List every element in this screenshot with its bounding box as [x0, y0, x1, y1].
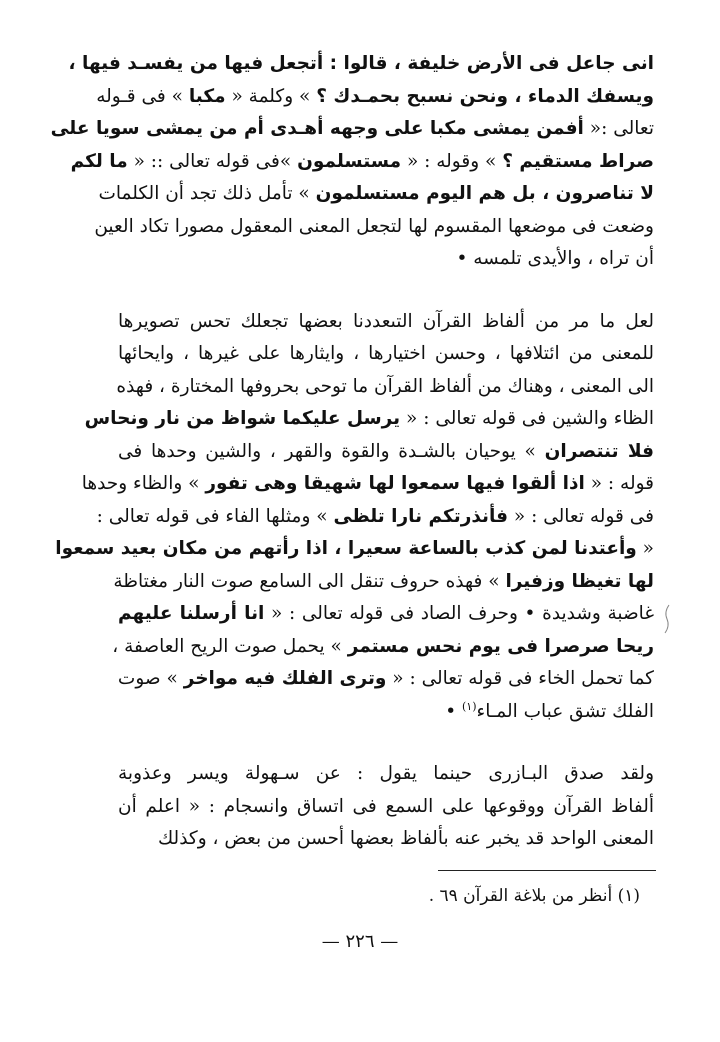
quranic-quote: ويسفك الدماء ، ونحن نسبح بحمـدك ؟	[316, 85, 654, 107]
text-segment: فى قوله تعالى : «	[508, 505, 654, 527]
quranic-quote: وترى الفلك فيه مواخر	[183, 668, 387, 689]
text-segment: »فى قوله تعالى :: «	[127, 150, 298, 172]
text-segment: » فهذه حروف تنقل الى السامع صوت النار مغتاظة	[113, 570, 506, 592]
text-segment: » صوت	[117, 668, 184, 689]
text-segment: » وقوله : «	[401, 150, 503, 172]
text-segment: وضعت فى موضعها المقسوم لها لتجعل المعنى المعقول مصورا تكاد العين	[94, 215, 654, 237]
text-line	[98, 178, 654, 211]
paragraph-1	[50, 48, 654, 276]
text-segment: الفلك تشق عباب المـاء	[476, 700, 654, 722]
quranic-quote: فلا تنتصران	[544, 440, 654, 462]
text-line	[118, 306, 654, 339]
quranic-quote: اذا ألقوا فيها سمعوا لها شهيقا وهى تفور	[205, 473, 585, 494]
text-segment: المعنى الواحد قد يخبر عنه بألفاظ بعضها أحسن من بعض ، وكذلك	[157, 828, 654, 849]
footnote-reference: (١)	[462, 699, 477, 713]
footnote-divider	[438, 870, 656, 871]
text-line	[70, 146, 654, 179]
quranic-quote: مكبا	[188, 85, 226, 107]
quranic-quote: وأعتدنا لمن كذب بالساعة سعيرا ، اذا رأتهم من مكان بعيد سمعوا	[55, 538, 637, 559]
text-segment: » وكلمة «	[225, 85, 317, 107]
text-segment: » والظاء وحدها	[81, 473, 206, 494]
quranic-quote: انى جاعل فى الأرض خليفة ، قالوا : أتجعل فيها من يفسـد فيها ،	[68, 53, 654, 74]
text-line	[118, 338, 654, 371]
text-segment: الظاء والشين فى قوله تعالى : «	[400, 408, 654, 429]
text-segment: لعل ما مر من ألفاظ القرآن التىعددنا بعضها تجعلك تحس تصويرها	[118, 310, 654, 332]
text-line	[84, 403, 654, 436]
text-line	[68, 48, 654, 81]
text-segment: غاضبة وشديدة • وحرف الصاد فى قوله تعالى : «	[264, 603, 654, 624]
text-line	[118, 371, 654, 404]
text-line	[94, 211, 654, 244]
text-line	[118, 791, 654, 824]
text-line	[118, 758, 654, 791]
margin-bracket-mark	[662, 604, 672, 634]
text-segment: » تأمل ذلك تجد أن الكلمات	[98, 183, 316, 204]
text-segment: تعالى :«	[583, 118, 654, 139]
text-segment: ألفاظ القرآن ووقوعها على السمع فى اتساق وانسجام : « اعلم أن	[118, 795, 654, 817]
text-segment: •	[445, 700, 462, 722]
text-line	[118, 598, 654, 631]
footnote: (١) أنظر من بلاغة القرآن ٦٩ .	[428, 886, 640, 906]
text-line	[55, 533, 654, 566]
quranic-quote: لها تغيظا وزفيرا	[505, 570, 654, 592]
text-segment: «	[636, 538, 654, 559]
paragraph-3	[118, 758, 654, 856]
page-body	[50, 48, 654, 856]
text-line	[118, 663, 654, 696]
text-segment: كما تحمل الخاء فى قوله تعالى : «	[386, 668, 654, 689]
quranic-quote: فأنذرتكم نارا تلظى	[333, 505, 509, 527]
quranic-quote: صراط مستقيم ؟	[502, 150, 654, 172]
text-segment: أن تراه ، والأيدى تلمسه •	[456, 248, 654, 269]
text-line	[96, 81, 654, 114]
text-segment: الى المعنى ، وهناك من ألفاظ القرآن ما توحى بحروفها المختارة ، فهذه	[116, 375, 654, 397]
text-line	[118, 823, 654, 856]
quranic-quote: مستسلمون	[297, 150, 402, 172]
quranic-quote: انا أرسلنا عليهم	[118, 603, 265, 624]
page-number: — ٢٢٦ —	[321, 931, 399, 952]
quranic-quote: أفمن يمشى مكبا على وجهه أهـدى أم من يمشى سويا على	[50, 118, 584, 139]
paragraph-2	[55, 306, 654, 729]
quranic-quote: ريحا صرصرا فى يوم نحس مستمر	[347, 635, 654, 657]
text-line	[81, 468, 654, 501]
text-segment: » يوحيان بالشـدة والقوة والقهر ، والشين وحدها فى	[118, 440, 545, 462]
text-line	[118, 243, 654, 276]
paragraph-gap	[118, 728, 654, 758]
text-segment: للمعنى من ائتلافها ، وحسن اختيارها ، وايثارها على غيرها ، وايحائها	[118, 343, 654, 364]
text-line	[112, 631, 654, 664]
text-segment: » ومثلها الفاء فى قوله تعالى :	[96, 505, 334, 527]
quranic-quote: لا تناصرون ، بل هم اليوم مستسلمون	[315, 183, 654, 204]
text-segment: » فى قـوله	[96, 85, 189, 107]
text-line	[96, 501, 654, 534]
quranic-quote: ما لكم	[70, 150, 128, 172]
text-line	[50, 113, 654, 146]
quranic-quote: يرسل عليكما شواظ من نار ونحاس	[84, 408, 401, 429]
text-line	[118, 436, 654, 469]
text-segment: قوله : «	[584, 473, 654, 494]
paragraph-gap	[118, 276, 654, 306]
text-line	[113, 566, 654, 599]
text-segment: » يحمل صوت الريح العاصفة ،	[112, 635, 348, 657]
text-segment: ولقد صدق البـازرى حينما يقول : عن سـهولة ويسر وعذوبة	[118, 763, 654, 784]
text-line	[118, 696, 654, 729]
